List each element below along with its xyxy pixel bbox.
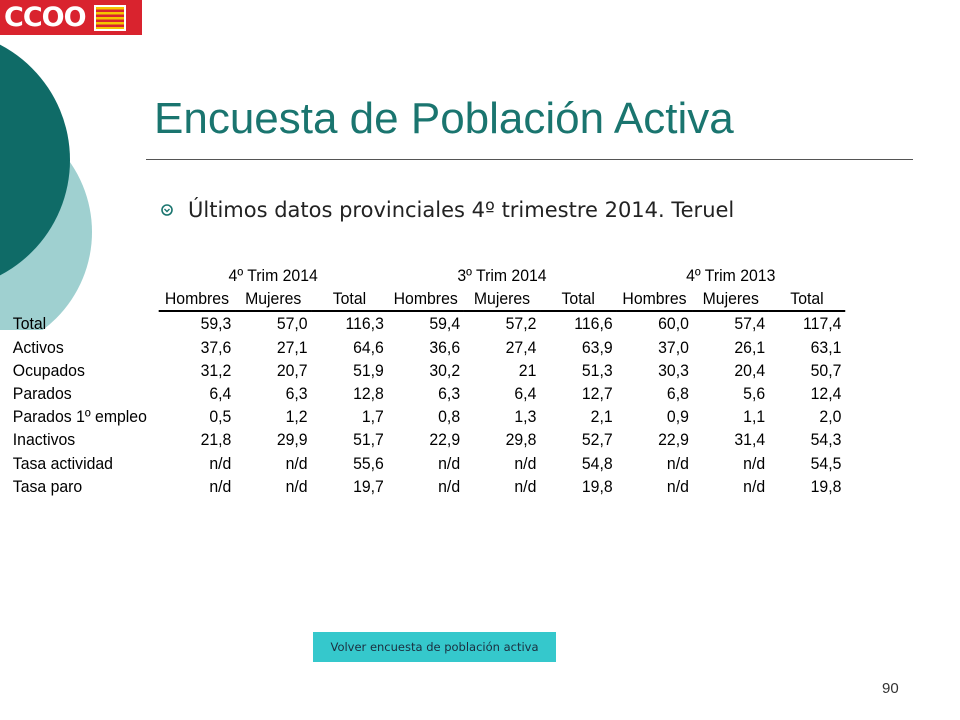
- table-row: [10, 405, 845, 428]
- table-cell: 37,6: [200, 337, 232, 357]
- logo-text: CCOO: [4, 2, 86, 33]
- column-header: Total: [769, 287, 845, 311]
- group-header: 4º Trim 2013: [686, 266, 776, 286]
- table-cell: n/d: [514, 453, 537, 473]
- bullet-item: [160, 198, 734, 222]
- table-cell: 21: [518, 360, 537, 380]
- table-cell: 59,3: [200, 314, 232, 334]
- table-cell: 2,0: [819, 407, 842, 427]
- table-cell: 60,0: [658, 314, 689, 334]
- ccoo-logo: [0, 0, 142, 35]
- table-cell: n/d: [666, 476, 689, 496]
- table-row: [10, 475, 845, 498]
- table-cell: 54,5: [810, 453, 842, 473]
- table-cell: 57,0: [276, 314, 308, 334]
- table-cell: 116,6: [574, 314, 613, 334]
- table-cell: n/d: [743, 453, 766, 473]
- table-cell: 5,6: [743, 384, 766, 404]
- table-cell: 6,3: [438, 384, 461, 404]
- column-header: Mujeres: [235, 287, 311, 311]
- row-label: Ocupados: [12, 360, 85, 380]
- table-cell: 1,7: [361, 407, 384, 427]
- back-to-epa-link[interactable]: Volver encuesta de población activa: [313, 632, 556, 662]
- slide-title: Encuesta de Población Activa: [154, 94, 734, 143]
- table-row: [10, 452, 845, 475]
- table-cell: n/d: [743, 476, 766, 496]
- table-cell: 116,3: [345, 314, 384, 334]
- table-cell: 52,7: [581, 430, 613, 450]
- table-cell: 27,4: [505, 337, 537, 357]
- table-cell: 54,8: [581, 453, 613, 473]
- bullet-text: Últimos datos provinciales 4º trimestre 2014. Teruel: [188, 198, 735, 222]
- table-cell: 6,8: [666, 384, 689, 404]
- column-header-row: [10, 287, 845, 311]
- table-cell: 29,8: [505, 430, 537, 450]
- table-cell: 57,2: [505, 314, 537, 334]
- table-cell: 117,4: [803, 314, 842, 334]
- table-cell: 59,4: [429, 314, 461, 334]
- column-header: Total: [540, 287, 616, 311]
- table-cell: n/d: [285, 476, 308, 496]
- table-row: [10, 336, 845, 359]
- row-label: Activos: [12, 337, 64, 357]
- table-cell: 22,9: [429, 430, 461, 450]
- row-label: Parados 1º empleo: [12, 407, 147, 427]
- table-cell: 1,3: [514, 407, 537, 427]
- group-header: 3º Trim 2014: [457, 266, 547, 286]
- table-cell: 36,6: [429, 337, 461, 357]
- table-cell: 20,4: [734, 360, 766, 380]
- table-cell: 12,4: [810, 384, 842, 404]
- row-label: Parados: [12, 384, 72, 404]
- table-cell: 1,2: [285, 407, 308, 427]
- aragon-flag-icon: [94, 5, 126, 31]
- table-cell: 21,8: [200, 430, 232, 450]
- table-cell: 19,8: [581, 476, 613, 496]
- table-cell: n/d: [438, 476, 461, 496]
- table-cell: 31,2: [200, 360, 232, 380]
- table-cell: 0,5: [209, 407, 232, 427]
- table-cell: 6,4: [209, 384, 232, 404]
- row-label: Tasa paro: [12, 476, 83, 496]
- table-cell: n/d: [209, 453, 232, 473]
- table-cell: 19,8: [810, 476, 842, 496]
- table-cell: 55,6: [353, 453, 384, 473]
- table-cell: 1,1: [743, 407, 766, 427]
- column-header: Mujeres: [464, 287, 540, 311]
- table-cell: 6,4: [514, 384, 537, 404]
- table-cell: 12,8: [353, 384, 384, 404]
- table-cell: n/d: [438, 453, 461, 473]
- table-row: [10, 382, 845, 405]
- column-header: Mujeres: [693, 287, 769, 311]
- column-header: Hombres: [616, 287, 692, 311]
- table-cell: 57,4: [734, 314, 766, 334]
- group-header-row: [10, 264, 845, 287]
- table-cell: 51,3: [581, 360, 613, 380]
- table-cell: 2,1: [590, 407, 613, 427]
- table-cell: 64,6: [353, 337, 384, 357]
- table-cell: n/d: [514, 476, 537, 496]
- table-cell: 30,3: [658, 360, 689, 380]
- row-label: Inactivos: [12, 430, 76, 450]
- title-divider: [146, 159, 913, 160]
- table-cell: 20,7: [276, 360, 308, 380]
- row-label: Tasa actividad: [12, 453, 113, 473]
- table-cell: 22,9: [658, 430, 689, 450]
- table-cell: 0,9: [666, 407, 689, 427]
- column-header: Hombres: [159, 287, 235, 311]
- table-cell: 29,9: [276, 430, 308, 450]
- table-cell: 26,1: [734, 337, 766, 357]
- table-cell: 63,9: [581, 337, 613, 357]
- table-cell: 31,4: [734, 430, 766, 450]
- row-label: Total: [12, 313, 47, 333]
- table-cell: 27,1: [276, 337, 308, 357]
- table-cell: 0,8: [438, 407, 461, 427]
- table-row: [10, 428, 845, 451]
- table-cell: 50,7: [810, 360, 842, 380]
- table-cell: 30,2: [429, 360, 461, 380]
- table-cell: n/d: [285, 453, 308, 473]
- table-cell: 19,7: [353, 476, 384, 496]
- circle-bullet-icon: [160, 203, 174, 217]
- table-row: [10, 311, 845, 335]
- table-cell: 51,7: [353, 430, 384, 450]
- page-number: 90: [882, 680, 899, 697]
- table-cell: 12,7: [581, 384, 613, 404]
- column-header: Hombres: [388, 287, 464, 311]
- table-cell: 6,3: [285, 384, 308, 404]
- table-cell: 54,3: [810, 430, 842, 450]
- column-header: Total: [311, 287, 387, 311]
- table-cell: n/d: [666, 453, 689, 473]
- table-cell: 63,1: [810, 337, 842, 357]
- table-cell: 51,9: [353, 360, 384, 380]
- data-table: [10, 264, 845, 498]
- group-header: 4º Trim 2014: [228, 266, 318, 286]
- table-cell: 37,0: [658, 337, 689, 357]
- table-row: [10, 359, 845, 382]
- table-cell: n/d: [209, 476, 232, 496]
